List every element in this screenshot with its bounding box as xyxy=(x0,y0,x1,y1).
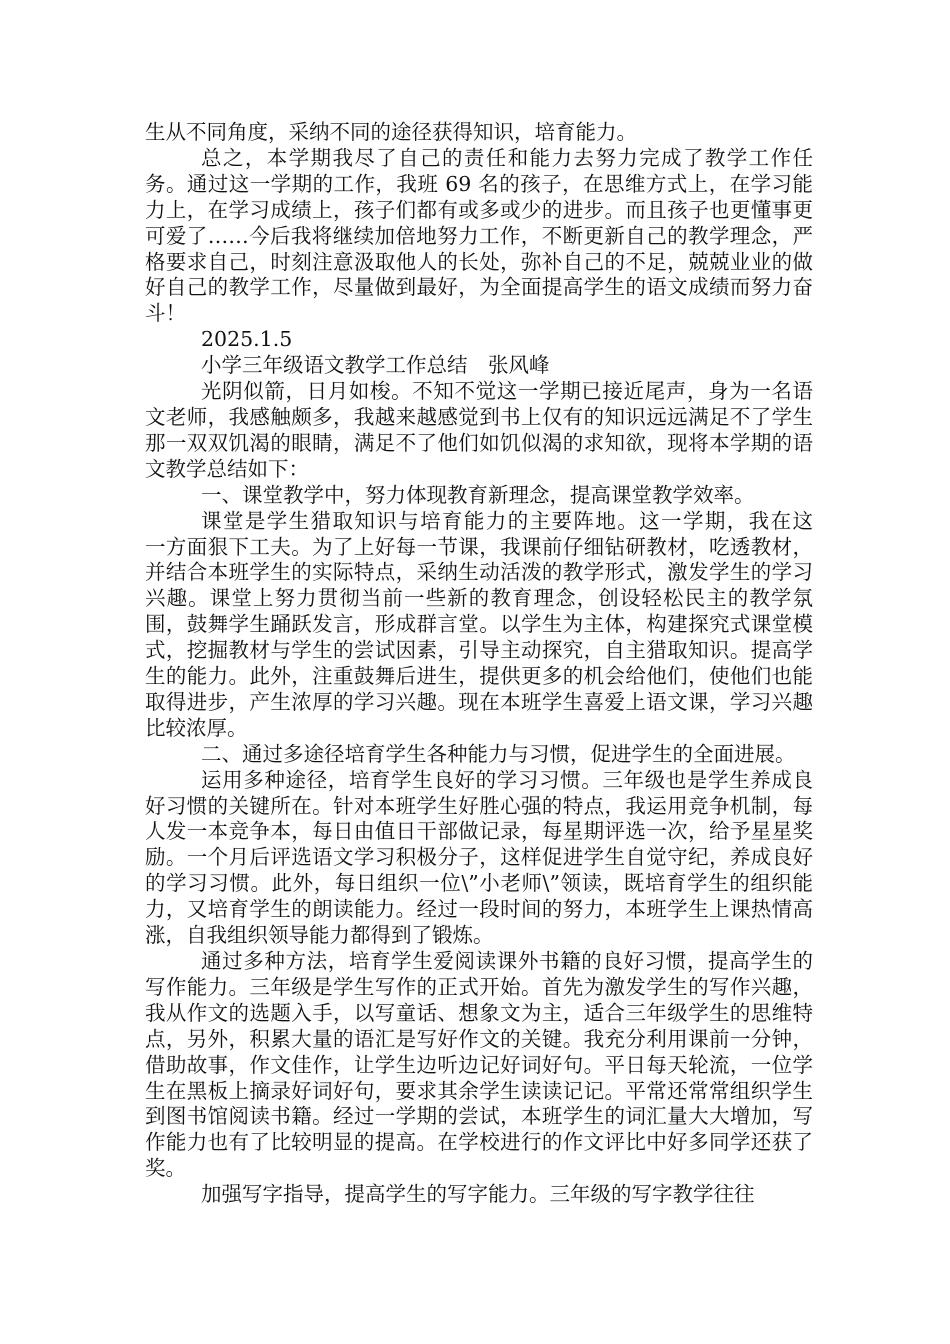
paragraph: 课堂是学生猎取知识与培育能力的主要阵地。这一学期，我在这 一方面狠下工夫。为了上好每一节课，我课前仔细钻研教材，吃透教材，并结合本班学生的实际特点，采纳生动活泼的教学形式，激发学生的学习兴趣。课堂上努力贯彻当前一些新的教育理念，创设轻松民主的教学氛围，鼓舞学生踊跃发言，形成群言堂。以学生为主体，构建探究式课堂模式，挖掘教材与学生的尝试因素，引导主动探究，自主猎取知识。提高学生的能力。此外，注重鼓舞后进生，提供更多的机会给他们，使他们也能取得进步，产生浓厚的学习兴趣。现在本班学生喜爱上语文课，学习兴趣比较浓厚。 xyxy=(145,508,834,740)
heading-2: 二、通过多途径培育学生各种能力与习惯，促进学生的全面进展。 xyxy=(201,741,796,766)
paragraph: 运用多种途径，培育学生良好的学习习惯。三年级也是学生养成良好习惯的关键所在。针对本班学生好胜心强的特点，我运用竞争机制，每人发一本竞争本，每日由值日干部做记录，每星期评选一次，给予星星奖励。一个月后评选语文学习积极分子，这样促进学生自觉守纪，养成良好的学习习惯。此外，每日组织一位\”小老师\”领读，既培育学生的组织能力，又培育学生的朗读能力。经过一段时间的努力，本班学生上课热情高涨，自我组织领导能力都得到了锻炼。 xyxy=(145,767,813,948)
paragraph: 生从不同角度，采纳不同的途径获得知识，培育能力。 xyxy=(145,120,637,144)
date-line: 2025.1.5 xyxy=(201,327,293,352)
paragraph: 加强写字指导，提高学生的写字能力。三年级的写字教学往往 xyxy=(201,1182,755,1207)
paragraph: 光阴似箭，日月如梭。不知不觉这一学期已接近尾声，身为一名语文老师，我感触颇多，我越来越感觉到书上仅有的知识远远满足不了学生那一双双饥渴的眼睛，满足不了他们如饥似渴的求知欲，现将本学期的语文教学总结如下： xyxy=(145,379,813,481)
document-body xyxy=(145,120,834,1208)
heading-1: 一、课堂教学中，努力体现教育新理念，提高课堂教学效率。 xyxy=(201,482,755,507)
paragraph: 通过多种方法，培育学生爱阅读课外书籍的良好习惯，提高学生的写作能力。三年级是学生写作的正式开始。首先为激发学生的写作兴趣，我从作文的选题入手，以写童话、想象文为主，适合三年级学生的思维特点，另外，积累大量的语汇是写好作文的关键。我充分利用课前一分钟，借助故事，作文佳作，让学生边听边记好词好句。平日每天轮流，一位学生在黑板上摘录好词好句，要求其余学生读读记记。平常还常常组织学生到图书馆阅读书籍。经过一学期的尝试，本班学生的词汇量大大增加，写作能力也有了比较明显的提高。在学校进行的作文评比中好多同学还获了奖。 xyxy=(145,949,813,1181)
paragraph: 总之，本学期我尽了自己的责任和能力去努力完成了教学工作任务。通过这一学期的工作，我班 69 名的孩子，在思维方式上，在学习能力上，在学习成绩上，孩子们都有或多或少的进步。而且孩子也更懂事更可爱了……今后我将继续加倍地努力工作，不断更新自己的教学理念，严格要求自己，时刻注意汲取他人的长处，弥补自己的不足，兢兢业业的做好自己的教学工作，尽量做到最好，为全面提高学生的语文成绩而努力奋斗！ xyxy=(145,145,813,326)
section-title: 小学三年级语文教学工作总结 张风峰 xyxy=(201,353,550,378)
